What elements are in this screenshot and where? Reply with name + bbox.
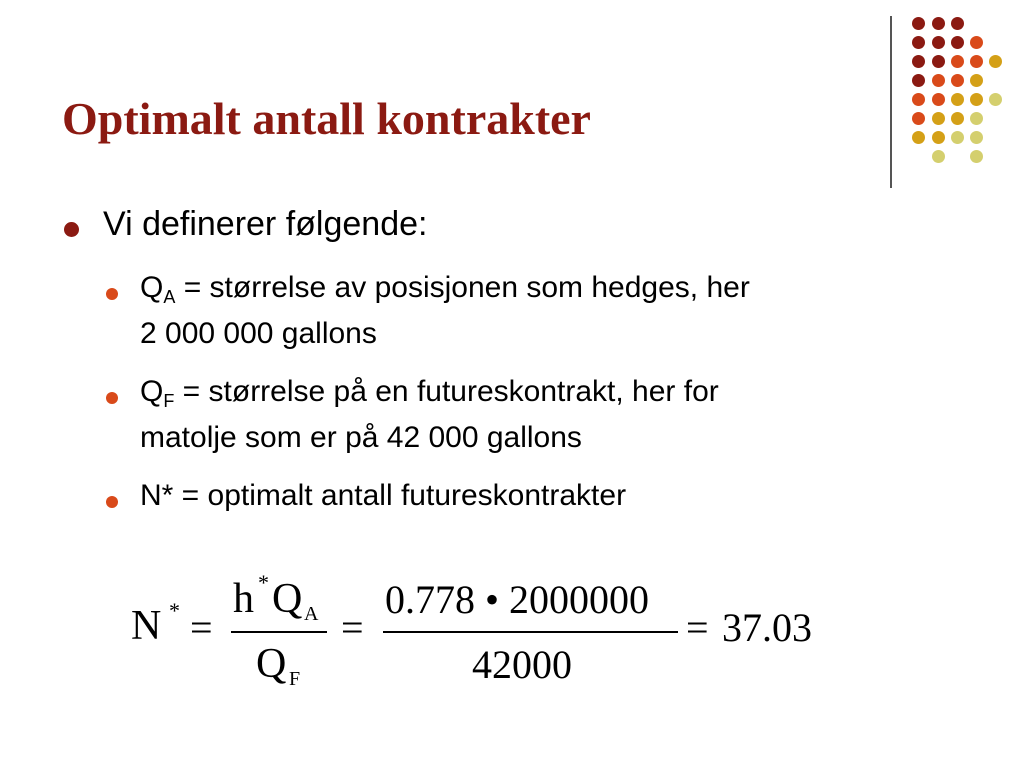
dot xyxy=(970,55,983,68)
frac2-bar xyxy=(383,631,678,633)
dot xyxy=(970,150,983,163)
eq-result: 37.03 xyxy=(722,605,812,650)
dot xyxy=(970,112,983,125)
qf-subscript: F xyxy=(163,391,175,411)
dot xyxy=(932,17,945,30)
dot xyxy=(970,36,983,49)
dot xyxy=(951,55,964,68)
frac1-den-sub: F xyxy=(289,668,301,690)
eq-lhs-sup: * xyxy=(169,598,180,623)
frac1-num-q: Q xyxy=(272,576,303,622)
qa-subscript: A xyxy=(163,287,176,307)
dot xyxy=(951,74,964,87)
dot xyxy=(912,93,925,106)
bullet-dot xyxy=(106,496,118,508)
frac2-numerator: 0.778 • 2000000 xyxy=(385,577,650,622)
frac1-num-sub: A xyxy=(304,603,319,625)
eq-equals-3: = xyxy=(686,605,709,650)
dot xyxy=(932,74,945,87)
title-divider xyxy=(890,16,892,188)
list-item-qa-line2: 2 000 000 gallons xyxy=(140,317,377,350)
dot xyxy=(932,36,945,49)
qf-symbol: Q xyxy=(140,375,164,408)
eq-equals-2: = xyxy=(341,605,364,650)
dot xyxy=(970,131,983,144)
dot xyxy=(951,112,964,125)
dot xyxy=(989,93,1002,106)
dot xyxy=(951,131,964,144)
frac1-num-h: h xyxy=(233,576,254,622)
frac1-den-q: Q xyxy=(256,641,287,687)
list-item-nstar: N* = optimalt antall futureskontrakter xyxy=(140,479,627,512)
frac1-bar xyxy=(231,631,327,633)
bullet-dot xyxy=(106,392,118,404)
dot xyxy=(912,36,925,49)
list-item-qf-line2: matolje som er på 42 000 gallons xyxy=(140,421,582,454)
intro-text: Vi definerer følgende: xyxy=(103,205,428,243)
eq-equals-1: = xyxy=(190,605,213,650)
dot xyxy=(912,131,925,144)
dot xyxy=(951,36,964,49)
frac1-num-sup: * xyxy=(258,570,269,595)
dot xyxy=(970,74,983,87)
qa-symbol: Q xyxy=(140,271,164,304)
dot xyxy=(912,74,925,87)
dot xyxy=(932,55,945,68)
dot xyxy=(912,112,925,125)
dot xyxy=(932,131,945,144)
dot xyxy=(932,93,945,106)
frac2-denominator: 42000 xyxy=(472,642,572,687)
dot xyxy=(912,55,925,68)
eq-lhs: N xyxy=(131,603,162,649)
dot xyxy=(989,55,1002,68)
dot xyxy=(951,17,964,30)
qa-description: = størrelse av posisjonen som hedges, her xyxy=(175,271,750,304)
dot xyxy=(970,93,983,106)
bullet-dot xyxy=(64,222,79,237)
dot xyxy=(932,112,945,125)
qf-description: = størrelse på en futureskontrakt, her for xyxy=(174,375,719,408)
bullet-dot xyxy=(106,288,118,300)
slide-title: Optimalt antall kontrakter xyxy=(62,93,591,144)
dot xyxy=(912,17,925,30)
dot xyxy=(951,93,964,106)
dot xyxy=(932,150,945,163)
